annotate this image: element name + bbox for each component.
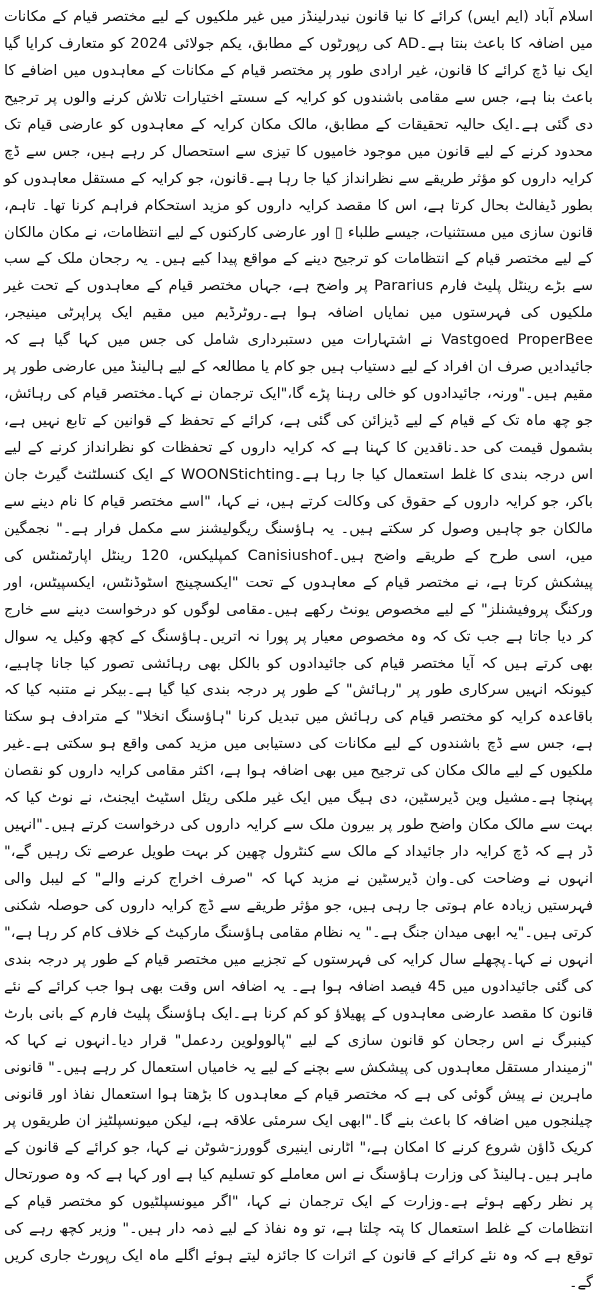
article-body: اسلام آباد (ایم ایس) کرائے کا نیا قانون نیدرلینڈز میں غیر ملکیوں کے لیے مختصر قیام کے مکانات میں اضافہ کا باعث بنتا ہے۔AD کی رپورٹوں کے مطابق، یکم جولائی 2024 کو متعارف کرایا گیا ایک نیا ڈچ کرائے کا قانون، غیر ارادی طور پر مختصر قیام کے مکانات کے معاہدوں میں اضافے کا باعث بنا ہے، جس سے مقامی باشندوں کو کرایہ کے سستے اختیارات تلاش کرنے والوں پر ترجیح دی گئی ہے۔ایک حالیہ تحقیقات کے مطابق، مالک مکان کرایہ کے معاہدوں کو عارضی قیام تک محدود کرنے کے لیے قانون میں موجود خامیوں کا تیزی سے استحصال کر رہے ہیں، جس سے ڈچ کرایہ داروں کو مؤثر طریقے سے نظرانداز کیا جا رہا ہے۔قانون، جو کرایہ کے مستقل معاہدوں کو بطور ڈیفالٹ بحال کرتا ہے، اس کا مقصد کرایہ داروں کو مزید استحکام فراہم کرنا تھا۔ تاہم، قانون سازی میں مستثنیات، جیسے طلباء ▯ اور عارضی کارکنوں کے لیے انتظامات، نے مکان مالکان کے لیے مختصر قیام کے انتظامات کو ترجیح دینے کے مواقع پیدا کیے ہیں۔ یہ رجحان ملک کے سب سے بڑے رینٹل پلیٹ فارم Pararius پر واضح ہے، جہاں مختصر قیام کے معاہدوں کے تحت غیر ملکیوں کی فہرستوں میں نمایاں اضافہ ہوا ہے۔روٹرڈیم میں مقیم ایک پراپرٹی مینیجر، Vastgoed ProperBee نے اشتہارات میں دستبرداری شامل کی جس میں کہا گیا ہے کہ جائیدادیں صرف ان افراد کے لیے دستیاب ہیں جو کام یا مطالعہ کے لیے ہالینڈ میں عارضی طور پر مقیم ہیں۔"ورنہ، جائیدادوں کو خالی رہنا پڑے گا،"ایک ترجمان نے کہا۔مختصر قیام کی رہائش، جو چھ ماہ تک کے قیام کے لیے ڈیزائن کی گئی ہے، کرائے کے تحفظ کے قوانین کے تابع نہیں ہے، بشمول قیمت کی حد۔ناقدین کا کہنا ہے کہ کرایہ داروں کے تحفظات کو نظرانداز کرنے کے لیے اس درجہ بندی کا غلط استعمال کیا جا رہا ہے۔WOONStichting کے ایک کنسلٹنٹ گیرٹ جان باکر، جو کرایہ داروں کے حقوق کی وکالت کرتے ہیں، نے کہا، "اسے مختصر قیام کا نام دینے سے مالکان جو چاہیں وصول کر سکتے ہیں۔ یہ ہاؤسنگ ریگولیشنز سے مکمل فرار ہے۔" نجمگین میں، اسی طرح کے طریقے واضح ہیں۔Canisiushof کمپلیکس، 120 رینٹل اپارٹمنٹس کی پیشکش کرتا ہے، نے مختصر قیام کے معاہدوں کے تحت "ایکسچینج اسٹوڈنٹس، ایکسپیٹس، اور ورکنگ پروفیشنلز" کے لیے مخصوص یونٹ رکھے ہیں۔مقامی لوگوں کو درخواست دینے سے خارج کر دیا جاتا ہے جب تک کہ وہ مخصوص معیار پر پورا نہ اتریں۔ہاؤسنگ کے کچھ وکیل یہ سوال بھی کرتے ہیں کہ آیا مختصر قیام کی جائیدادوں کو بالکل بھی رہائشی تصور کیا جانا چاہیے، کیونکہ انہیں سرکاری طور پر "رہائش" کے طور پر درجہ بندی کیا گیا ہے۔بیکر نے متنبہ کیا کہ باقاعدہ کرایہ کو مختصر قیام کی رہائش میں تبدیل کرنا "ہاؤسنگ انخلا" کے مترادف ہو سکتا ہے، جس سے ڈچ باشندوں کے لیے مکانات کی دستیابی میں مزید کمی واقع ہو سکتی ہے۔غیر ملکیوں کے لیے مالک مکان کی ترجیح میں بھی اضافہ ہوا ہے، اکثر مقامی کرایہ داروں کو نقصان پہنچا ہے۔مشیل وین ڈیرسٹین، دی ہیگ میں ایک غیر ملکی ریئل اسٹیٹ ایجنٹ، نے نوٹ کیا کہ بہت سے مالک مکان واضح طور پر بیرون ملک سے کرایہ داروں کی درخواست کرتے ہیں۔"انہیں ڈر ہے کہ ڈچ کرایہ دار جائیداد کے مالک سے کنٹرول چھین کر بہت طویل عرصے تک رہیں گے،" انہوں نے وضاحت کی۔وان ڈیرسٹین نے مزید کہا کہ "صرف اخراج کرنے والے" کے لیبل والی فہرستیں زیادہ عام ہوتی جا رہی ہیں، جو مؤثر طریقے سے ڈچ کرایہ داروں کی حوصلہ شکنی کرتی ہیں۔"یہ ابھی میدان جنگ ہے۔" یہ نظام مقامی ہاؤسنگ مارکیٹ کے خلاف کام کر رہا ہے،" انہوں نے کہا۔پچھلے سال کرایہ کی فہرستوں کے تجزیے میں مختصر قیام کے طور پر درجہ بندی کی گئی جائیدادوں میں 45 فیصد اضافہ ہوا ہے۔ یہ اضافہ اس وقت بھی ہوا جب کرائے کے نئے قانون کا مقصد عارضی معاہدوں کے پھیلاؤ کو کم کرنا ہے۔ایک ہاؤسنگ پلیٹ فارم کے بانی بارٹ کینبرگ نے اس رجحان کو قانون سازی کے لیے "پالوولوین ردعمل" قرار دیا۔انہوں نے کہا کہ "زمیندار مستقل معاہدوں کی پیشکش سے بچنے کے لیے یہ خامیاں استعمال کر رہے ہیں۔" قانونی ماہرین نے پیش گوئی کی ہے کہ مختصر قیام کے معاہدوں کا بڑھتا ہوا استعمال نفاذ اور قانونی چیلنجوں میں اضافہ کا باعث بنے گا۔"ابھی ایک سرمئی علاقہ ہے، لیکن میونسپلٹیز ان طریقوں پر کریک ڈاؤن شروع کرنے کا امکان ہے،" اٹارنی اینیری گوورز-شوٹن نے کہا، جو کرائے کے قانون کے ماہر ہیں۔ہالینڈ کی وزارت ہاؤسنگ نے اس معاملے کو تسلیم کیا ہے اور کہا ہے کہ وہ صورتحال پر نظر رکھے ہوئے ہے۔وزارت کے ایک ترجمان نے کہا، "اگر میونسپلٹیوں کو مختصر قیام کے انتظامات کے غلط استعمال کا پتہ چلتا ہے، تو وہ نفاذ کے لیے ذمہ دار ہیں۔" وزیر کچھ رہے کی توقع ہے کہ وہ نئے کرائے کے قانون کے اثرات کا جائزہ لیتے ہوئے اگلے ماہ ایک رپورٹ جاری کریں گے۔ xyxy=(4,8,594,1292)
